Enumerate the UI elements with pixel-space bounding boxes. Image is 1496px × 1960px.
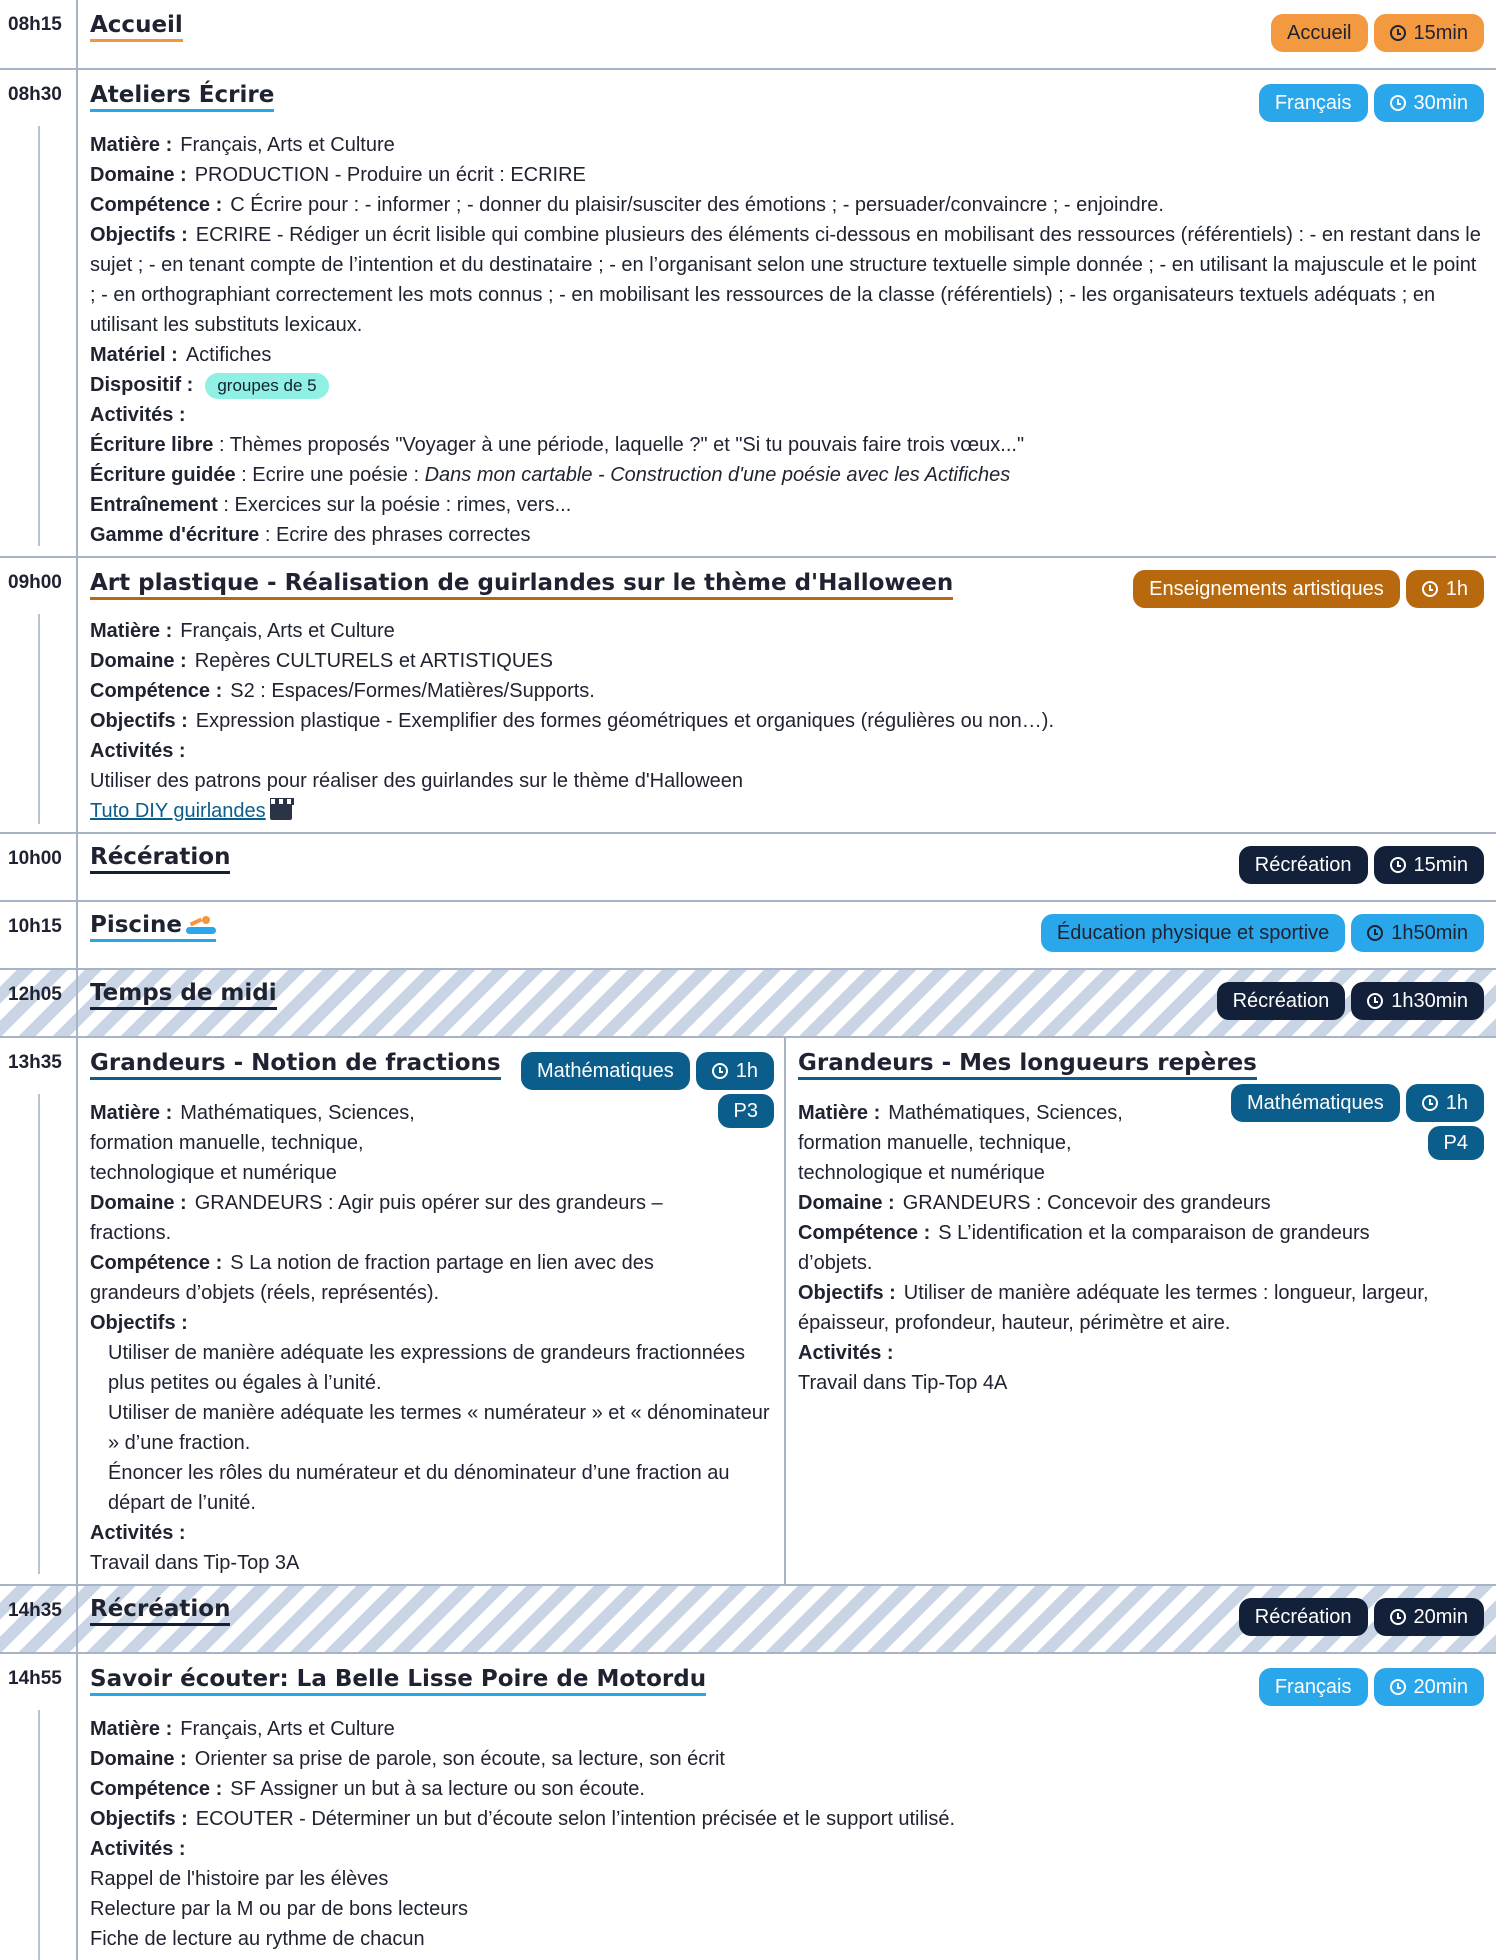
link-text: Tuto DIY guirlandes — [90, 800, 266, 822]
competence-label: Compétence : — [90, 194, 223, 216]
duration-text: 1h30min — [1391, 990, 1468, 1012]
domaine-label: Domaine : — [90, 650, 187, 672]
domaine-value: Orienter sa prise de parole, son écoute, sa lecture, son écrit — [194, 1748, 725, 1770]
schedule-row-savoir-ecouter — [0, 1652, 1496, 1960]
badge-group — [1041, 914, 1484, 952]
swimmer-icon — [186, 914, 216, 934]
duration-badge — [1374, 84, 1484, 122]
competence-label: Compétence : — [90, 680, 223, 702]
row-divider — [76, 834, 78, 900]
schedule-row-piscine — [0, 900, 1496, 968]
badge-group — [1133, 570, 1484, 608]
objectifs-value: ECOUTER - Déterminer un but d’écoute selon l’intention précisée et le support utilisé. — [195, 1808, 956, 1830]
activity-title[interactable]: Récération — [90, 844, 230, 874]
domaine-value: PRODUCTION - Produire un écrit : ECRIRE — [194, 164, 586, 186]
duration-text: 15min — [1413, 22, 1468, 44]
activites-label: Activités : — [798, 1342, 894, 1364]
objectif-item: Énoncer les rôles du numérateur et du dénominateur d’une fraction au départ de l’unité. — [108, 1462, 730, 1514]
domaine-value: GRANDEURS : Agir puis opérer sur des grandeurs – fractions. — [90, 1192, 663, 1244]
clapperboard-icon — [270, 802, 292, 820]
matiere-value: Français, Arts et Culture — [180, 620, 395, 642]
row-divider — [76, 1654, 78, 1960]
subject-badge: Mathématiques — [521, 1052, 690, 1090]
thread-line — [38, 1710, 40, 1960]
dispositif-label: Dispositif : — [90, 374, 194, 396]
activites-label: Activités : — [90, 404, 186, 426]
clock-icon — [1390, 95, 1406, 111]
activity-details — [798, 1098, 1484, 1398]
activites-label: Activités : — [90, 1522, 186, 1544]
schedule-row-art-plastique — [0, 556, 1496, 832]
activity-title[interactable]: Grandeurs - Mes longueurs repères — [798, 1050, 1257, 1080]
objectifs-label: Objectifs : — [90, 1808, 188, 1830]
time-label: 10h00 — [8, 848, 62, 869]
domaine-value: Repères CULTURELS et ARTISTIQUES — [194, 650, 553, 672]
time-label: 08h30 — [8, 84, 62, 105]
objectifs-label: Objectifs : — [90, 1312, 188, 1334]
activity-title[interactable]: Récréation — [90, 1596, 230, 1626]
matiere-value: Mathématiques, Sciences, formation manuelle, technique, technologique et numérique — [90, 1102, 415, 1184]
badge-group — [1217, 982, 1484, 1020]
duration-badge — [1374, 14, 1484, 52]
activity-title[interactable] — [90, 912, 216, 942]
subject-badge: Français — [1259, 84, 1368, 122]
dispositif-pill: groupes de 5 — [205, 373, 328, 399]
schedule-row-recreation-1 — [0, 832, 1496, 900]
clock-icon — [1390, 1609, 1406, 1625]
time-label: 13h35 — [8, 1052, 62, 1073]
activity-item: Travail dans Tip-Top 4A — [798, 1372, 1008, 1394]
activity-details — [90, 616, 1484, 826]
row-divider — [76, 0, 78, 68]
row-divider — [76, 70, 78, 556]
matiere-value: Français, Arts et Culture — [180, 1718, 395, 1740]
time-label: 14h55 — [8, 1668, 62, 1689]
objectifs-value: ECRIRE - Rédiger un écrit lisible qui combine plusieurs des éléments ci-dessous en mobilisant des ressources (référentiels) : - en restant dans le sujet ; - en tenant compte de l’intention et du destinataire ; - en l’organisant selon une structure textuelle simple donnée ; - en utilisant la majuscule et le point ; - en orthographiant correctement les mots connus ; - en mobilisant les ressources de la classe (référentiels) ; - les organisateurs textuels adéquats ; en utilisant les substituts lexicaux. — [90, 224, 1481, 336]
subject-badge: Mathématiques — [1231, 1084, 1400, 1122]
duration-text: 30min — [1413, 92, 1468, 114]
competence-label: Compétence : — [90, 1778, 223, 1800]
competence-label: Compétence : — [798, 1222, 931, 1244]
competence-value: SF Assigner un but à sa lecture ou son écoute. — [230, 1778, 645, 1800]
matiere-label: Matière : — [90, 1718, 173, 1740]
activity-item: Entraînement : Exercices sur la poésie : rimes, vers... — [90, 494, 572, 516]
duration-text: 1h — [1445, 578, 1468, 600]
subject-badge: Accueil — [1271, 14, 1367, 52]
group-badge: P4 — [1428, 1126, 1484, 1160]
duration-text: 1h — [735, 1060, 758, 1082]
row-divider — [76, 902, 78, 968]
competence-value: S La notion de fraction partage en lien avec des grandeurs d’objets (réels, représentés). — [90, 1252, 654, 1304]
activity-item: Rappel de l'histoire par les élèves — [90, 1868, 389, 1890]
schedule-row-temps-de-midi — [0, 968, 1496, 1036]
activity-details — [90, 1714, 1484, 1954]
objectifs-label: Objectifs : — [90, 224, 188, 246]
time-label: 08h15 — [8, 14, 62, 35]
activity-item: Écriture libre : Thèmes proposés "Voyager à une période, laquelle ?" et "Si tu pouvais faire trois vœux..." — [90, 434, 1025, 456]
duration-text: 20min — [1413, 1676, 1468, 1698]
matiere-value: Mathématiques, Sciences, formation manuelle, technique, technologique et numérique — [798, 1102, 1123, 1184]
group-p4-column — [708, 1038, 1496, 1584]
activites-label: Activités : — [90, 740, 186, 762]
schedule-row-recreation-2 — [0, 1584, 1496, 1652]
subject-badge: Enseignements artistiques — [1133, 570, 1400, 608]
row-divider — [76, 1586, 78, 1652]
badge-group — [1259, 84, 1484, 122]
clock-icon — [1367, 925, 1383, 941]
activity-title[interactable]: Grandeurs - Notion de fractions — [90, 1050, 501, 1080]
activites-label: Activités : — [90, 1838, 186, 1860]
materiel-value: Actifiches — [185, 344, 272, 366]
time-label: 14h35 — [8, 1600, 62, 1621]
duration-badge — [1374, 846, 1484, 884]
activity-item: Utiliser des patrons pour réaliser des guirlandes sur le thème d'Halloween — [90, 770, 744, 792]
thread-line — [38, 126, 40, 546]
domaine-label: Domaine : — [90, 1748, 187, 1770]
time-label: 10h15 — [8, 916, 62, 937]
clock-icon — [1422, 581, 1438, 597]
group-p3-column — [0, 1038, 784, 1584]
row-divider — [76, 970, 78, 1036]
objectifs-label: Objectifs : — [798, 1282, 896, 1304]
activity-item: Relecture par la M ou par de bons lecteurs — [90, 1898, 468, 1920]
badge-group — [1271, 14, 1484, 52]
activity-title[interactable]: Ateliers Écrire — [90, 82, 274, 112]
activity-title[interactable]: Accueil — [90, 12, 183, 42]
activity-item: Fiche de lecture au rythme de chacun — [90, 1928, 425, 1950]
competence-value: C Écrire pour : - informer ; - donner du plaisir/susciter des émotions ; - persuader/convaincre ; - enjoindre. — [230, 194, 1164, 216]
activity-details — [90, 130, 1484, 550]
objectif-item: Utiliser de manière adéquate les expressions de grandeurs fractionnées plus petites ou égales à l’unité. — [108, 1342, 746, 1394]
competence-value: S2 : Espaces/Formes/Matières/Supports. — [230, 680, 595, 702]
matiere-value: Français, Arts et Culture — [180, 134, 395, 156]
matiere-label: Matière : — [90, 134, 173, 156]
duration-badge — [1406, 570, 1484, 608]
clock-icon — [1390, 25, 1406, 41]
activity-item: Écriture guidée : Ecrire une poésie : Dans mon cartable - Construction d'une poésie avec les Actifiches — [90, 464, 1011, 486]
matiere-label: Matière : — [798, 1102, 881, 1124]
clock-icon — [1390, 1679, 1406, 1695]
domaine-label: Domaine : — [90, 1192, 187, 1214]
badge-group — [1239, 1598, 1484, 1636]
activity-item: Travail dans Tip-Top 3A — [90, 1552, 300, 1574]
schedule-row-accueil — [0, 0, 1496, 68]
time-label: 12h05 — [8, 984, 62, 1005]
time-label: 09h00 — [8, 572, 62, 593]
tutorial-link[interactable] — [90, 800, 292, 822]
subject-badge: Récréation — [1217, 982, 1346, 1020]
duration-text: 1h50min — [1391, 922, 1468, 944]
duration-text: 1h — [1445, 1092, 1468, 1114]
subject-badge: Récréation — [1239, 1598, 1368, 1636]
domaine-label: Domaine : — [90, 164, 187, 186]
domaine-label: Domaine : — [798, 1192, 895, 1214]
activity-title[interactable]: Temps de midi — [90, 980, 277, 1010]
duration-text: 15min — [1413, 854, 1468, 876]
subject-badge: Récréation — [1239, 846, 1368, 884]
competence-value: S L’identification et la comparaison de grandeurs d’objets. — [798, 1222, 1370, 1274]
group-badge: P3 — [718, 1094, 774, 1128]
schedule-row-grandeurs — [0, 1036, 1496, 1584]
duration-badge — [1351, 982, 1484, 1020]
objectifs-label: Objectifs : — [90, 710, 188, 732]
objectifs-value: Utiliser de manière adéquate les termes : longueur, largeur, épaisseur, profondeur, hauteur, périmètre et aire. — [798, 1282, 1429, 1334]
duration-badge — [1374, 1668, 1484, 1706]
clock-icon — [1367, 993, 1383, 1009]
badge-group — [1259, 1668, 1484, 1706]
schedule-row-ateliers-ecrire — [0, 68, 1496, 556]
subject-badge: Éducation physique et sportive — [1041, 914, 1345, 952]
duration-badge — [1374, 1598, 1484, 1636]
competence-label: Compétence : — [90, 1252, 223, 1274]
objectif-item: Utiliser de manière adéquate les termes « numérateur » et « dénominateur » d’une fraction. — [108, 1402, 770, 1454]
activity-title[interactable]: Art plastique - Réalisation de guirlandes sur le thème d'Halloween — [90, 570, 953, 600]
badge-group — [1239, 846, 1484, 884]
thread-line — [38, 614, 40, 824]
title-text: Piscine — [90, 912, 182, 938]
activity-details — [90, 1098, 770, 1578]
activity-item: Gamme d'écriture : Ecrire des phrases correctes — [90, 524, 531, 546]
objectifs-value: Expression plastique - Exemplifier des formes géométriques et organiques (régulières ou non…). — [195, 710, 1054, 732]
clock-icon — [1390, 857, 1406, 873]
activity-title[interactable]: Savoir écouter: La Belle Lisse Poire de Motordu — [90, 1666, 706, 1696]
materiel-label: Matériel : — [90, 344, 178, 366]
duration-badge — [1351, 914, 1484, 952]
row-divider — [76, 558, 78, 832]
matiere-label: Matière : — [90, 1102, 173, 1124]
subject-badge: Français — [1259, 1668, 1368, 1706]
duration-text: 20min — [1413, 1606, 1468, 1628]
matiere-label: Matière : — [90, 620, 173, 642]
domaine-value: GRANDEURS : Concevoir des grandeurs — [902, 1192, 1271, 1214]
